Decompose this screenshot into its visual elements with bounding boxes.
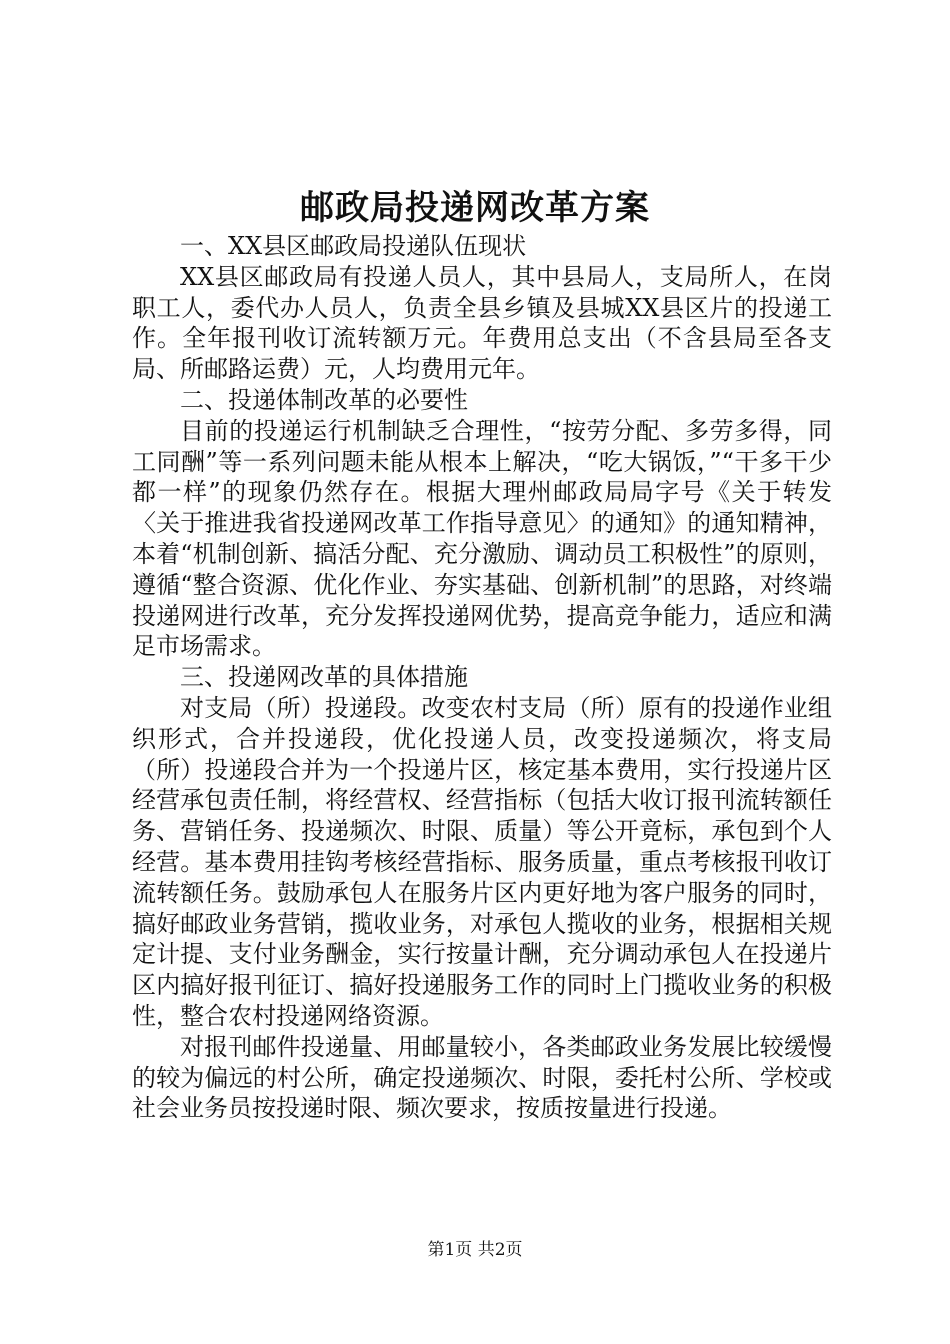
section-heading-2: 二、投递体制改革的必要性 (180, 385, 468, 414)
section-3-paragraph-2: 对报刊邮件投递量、用邮量较小，各类邮政业务发展比较缓慢的较为偏远的村公所，确定投递频次、时限，委托村公所、学校或社会业务员按投递时限、频次要求，按质按量进行投递。 (132, 1032, 832, 1123)
section-heading-1: 一、XX县区邮政局投递队伍现状 (180, 232, 527, 260)
document-body (132, 231, 832, 1124)
section-3-paragraph-1: 对支局（所）投递段。改变农村支局（所）原有的投递作业组织形式，合并投递段，优化投递人员，改变投递频次，将支局（所）投递段合并为一个投递片区，核定基本费用，实行投递片区经营承包责任制，将经营权、经营指标（包括大收订报刊流转额任务、营销任务、投递频次、时限、质量）等公开竟标，承包到个人经营。基本费用挂钩考核经营指标、服务质量，重点考核报刊收订流转额任务。鼓励承包人在服务片区内更好地为客户服务的同时，搞好邮政业务营销，揽收业务，对承包人揽收的业务，根据相关规定计提、支付业务酬金，实行按量计酬，充分调动承包人在投递片区内搞好报刊征订、搞好投递服务工作的同时上门揽收业务的积极性，整合农村投递网络资源。 (132, 693, 832, 1030)
section-heading-3: 三、投递网改革的具体措施 (180, 663, 468, 692)
page-number-footer: 第1页 共2页 (427, 1240, 523, 1260)
section-1-paragraph-1: XX县区邮政局有投递人员人，其中县局人，支局所人，在岗职工人，委代办人员人，负责全县乡镇及县城XX县区片的投递工作。全年报刊收订流转额万元。年费用总支出（不含县局至各支局、所邮路运费）元，人均费用元年。 (132, 262, 832, 384)
section-2-paragraph-1: 目前的投递运行机制缺乏合理性，“按劳分配、多劳多得，同工同酬”等一系列问题未能从根本上解决，“吃大锅饭，”“干多干少都一样”的现象仍然存在。根据大理州邮政局局字号《关于转发〈关于推进我省投递网改革工作指导意见〉的通知》的通知精神，本着“机制创新、搞活分配、充分激励、调动员工积极性”的原则，遵循“整合资源、优化作业、夯实基础、创新机制”的思路，对终端投递网进行改革，充分发挥投递网优势，提高竞争能力，适应和满足市场需求。 (132, 416, 832, 661)
document-title: 邮政局投递网改革方案 (300, 188, 650, 228)
